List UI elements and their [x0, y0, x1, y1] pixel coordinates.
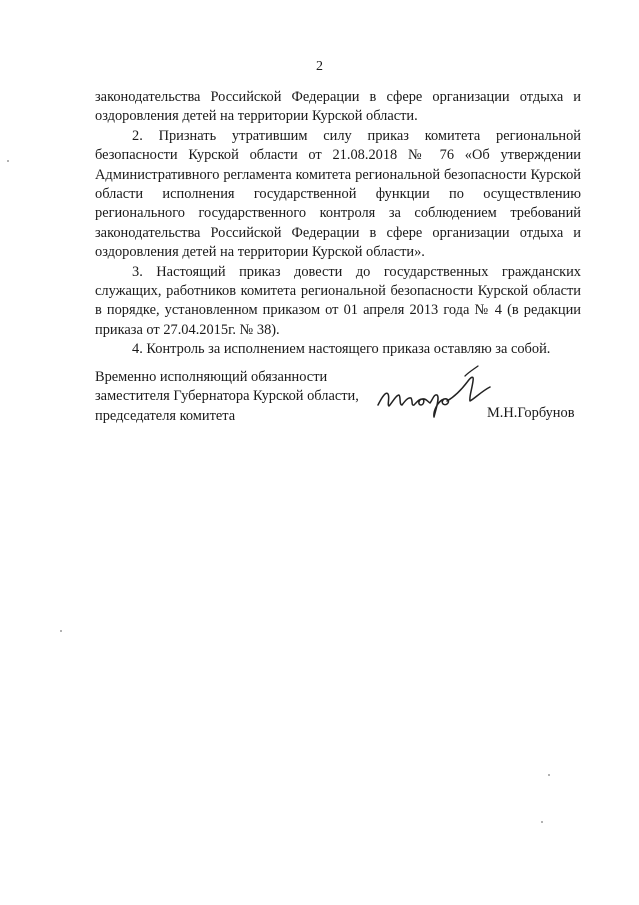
signatory-position-line-3: председателя комитета [95, 407, 236, 424]
document-body [95, 88, 581, 360]
scan-speck [541, 821, 543, 823]
paragraph-continuation: законодательства Российской Федерации в сфере организации отдыха и оздоровления детей на территории Курской области. [95, 89, 581, 125]
paragraph-4: 4. Контроль за исполнением настоящего приказа оставляю за собой. [132, 341, 551, 358]
page-number: 2 [316, 59, 323, 74]
signatory-position-line-1: Временно исполняющий обязанности [95, 369, 328, 385]
paragraph-2: 2. Признать утратившим силу приказ комитета региональной безопасности Курской области от 21.08.2018 № 76 «Об утверждении Административного регламента комитета региональной безопасности Курской области исполнения государственной функции по осуществлению регионального государственного контроля за соблюдением требований законодательства Российской Федерации в сфере организации отдыха и оздоровления детей на территории Курской области». [95, 127, 581, 261]
scan-speck [548, 774, 550, 776]
paragraph-3: 3. Настоящий приказ довести до государственных гражданских служащих, работников комитета региональной безопасности Курской области в порядке, установленном приказом от 01 апреля 2013 года № 4 (в редакции приказа от 27.04.2015г. № 38). [95, 263, 581, 338]
scan-speck [7, 160, 9, 162]
signatory-position [95, 368, 395, 426]
handwritten-signature [374, 361, 494, 423]
signatory-name: М.Н.Горбунов [487, 405, 575, 421]
signatory-position-line-2: заместителя Губернатора Курской области, [95, 388, 359, 405]
scan-speck [60, 630, 62, 632]
